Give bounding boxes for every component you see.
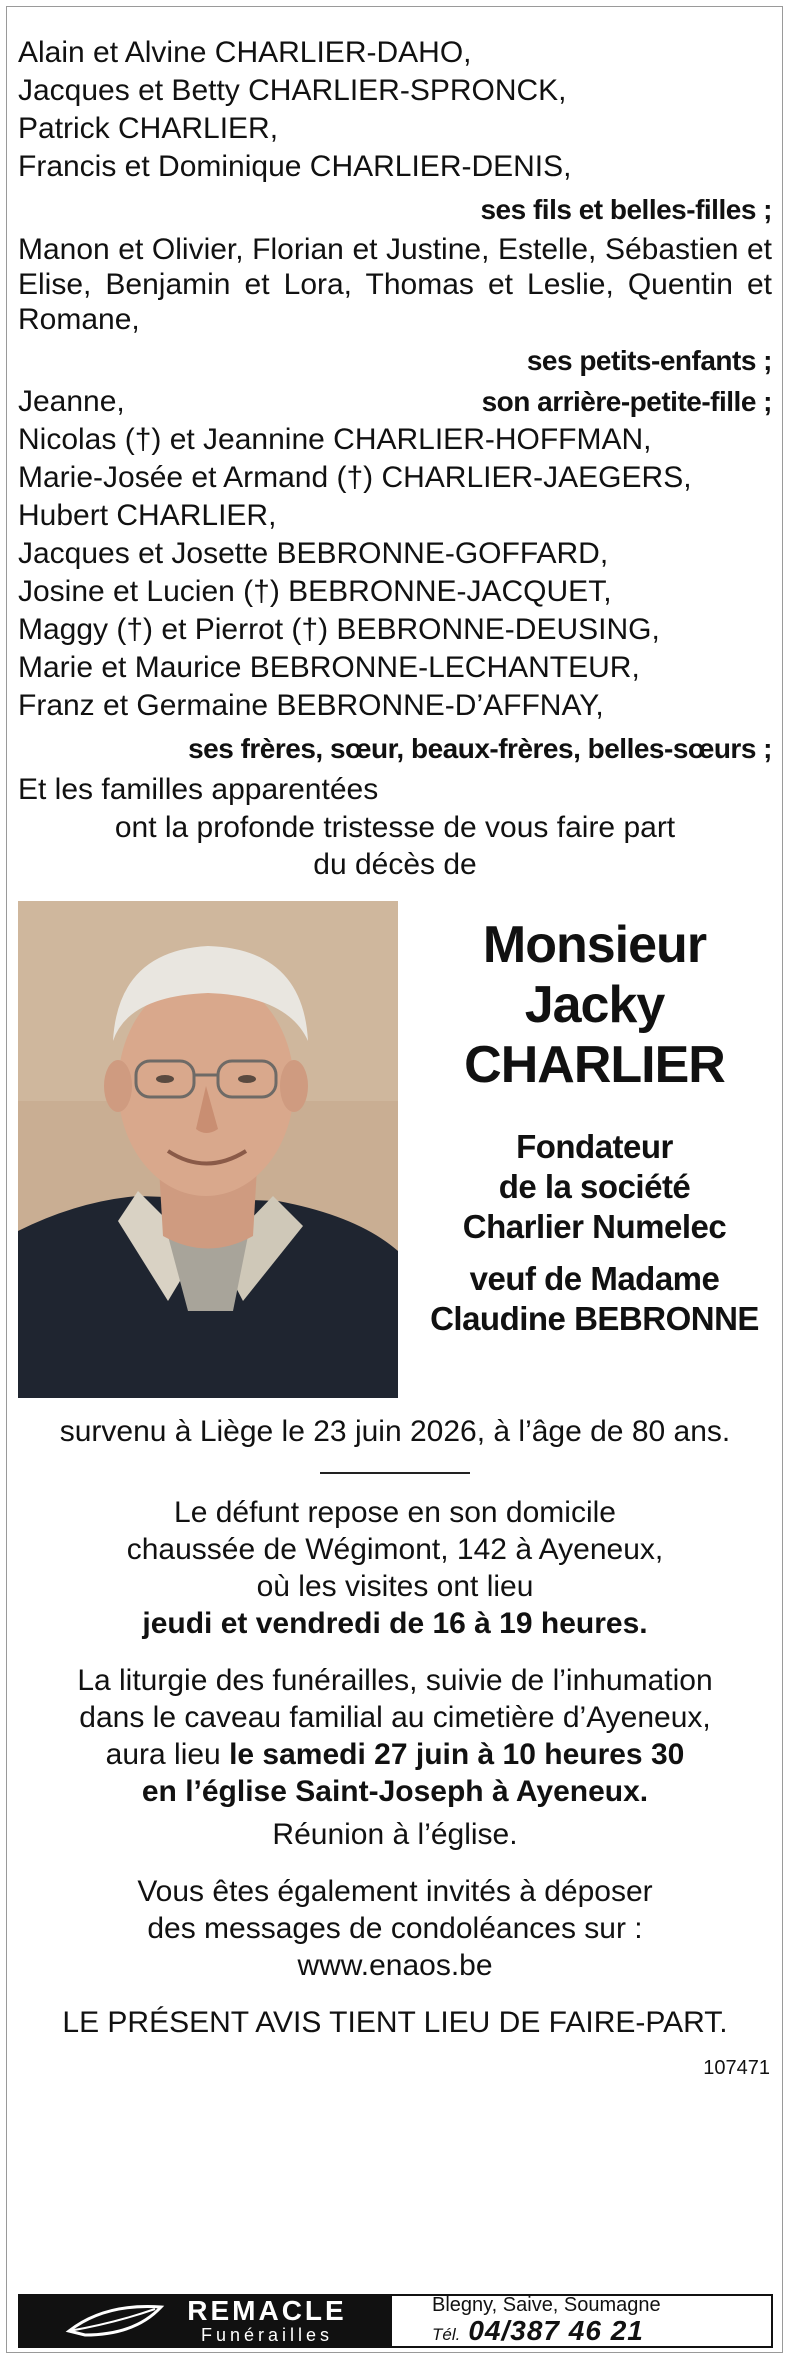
grandchildren-list: Manon et Olivier, Florian et Justine, Estelle, Sébastien et Elise, Benjamin et Lora, Thomas et Leslie, Quentin et Romane, bbox=[18, 233, 772, 336]
funeral-line: La liturgie des funérailles, suivie de l’inhumation bbox=[77, 1664, 713, 1697]
funeral-place: en l’église Saint-Joseph à Ayeneux. bbox=[141, 1775, 649, 1808]
family-line: Francis et Dominique CHARLIER-DENIS, bbox=[18, 150, 572, 183]
family-line: Alain et Alvine CHARLIER-DAHO, bbox=[18, 36, 472, 69]
condolences-line: Vous êtes également invités à déposer bbox=[137, 1875, 653, 1908]
funeral-date: le samedi 27 juin à 10 heures 30 bbox=[229, 1738, 685, 1771]
rest-line: où les visites ont lieu bbox=[256, 1570, 534, 1603]
funeral-line bbox=[18, 1736, 772, 1773]
grandchildren-role: ses petits-enfants ; bbox=[526, 345, 772, 376]
rest-line: chaussée de Wégimont, 142 à Ayeneux, bbox=[126, 1533, 664, 1566]
sibling-line: Hubert CHARLIER, bbox=[18, 499, 277, 532]
announce-line: du décès de bbox=[313, 848, 477, 881]
reference-number: 107471 bbox=[703, 2057, 770, 2079]
leaf-logo-icon bbox=[65, 2301, 165, 2341]
portrait-photo bbox=[18, 901, 398, 1398]
funeral-text: aura lieu bbox=[105, 1738, 230, 1771]
deceased-first-name: Jacky bbox=[524, 976, 665, 1034]
deceased-title: Monsieur bbox=[482, 916, 707, 974]
sibling-line: Franz et Germaine BEBRONNE-D’AFFNAY, bbox=[18, 689, 604, 722]
deceased-desc: Fondateur bbox=[516, 1128, 673, 1165]
deceased-desc: de la société bbox=[498, 1168, 691, 1205]
reunion-line: Réunion à l’église. bbox=[272, 1818, 518, 1851]
children-role: ses fils et belles-filles ; bbox=[480, 194, 772, 225]
sibling-line: Marie-Josée et Armand (†) CHARLIER-JAEGERS, bbox=[18, 461, 692, 494]
great-grandchild-name: Jeanne, bbox=[18, 385, 125, 418]
deceased-desc: Claudine BEBRONNE bbox=[430, 1300, 759, 1337]
funeral-home-contact bbox=[392, 2293, 771, 2346]
phone-number[interactable]: 04/387 46 21 bbox=[468, 2314, 644, 2346]
announce-line: ont la profonde tristesse de vous faire part bbox=[114, 811, 676, 844]
deceased-name-block bbox=[413, 915, 776, 1339]
sibling-line: Jacques et Josette BEBRONNE-GOFFARD, bbox=[18, 537, 609, 570]
locations: Blegny, Saive, Soumagne bbox=[432, 2293, 661, 2316]
great-grandchild-line bbox=[18, 383, 772, 421]
sibling-line: Josine et Lucien (†) BEBRONNE-JACQUET, bbox=[18, 575, 612, 608]
deceased-desc: Charlier Numelec bbox=[462, 1208, 727, 1245]
funeral-line: dans le caveau familial au cimetière d’Ayeneux, bbox=[79, 1701, 711, 1734]
phone-label: Tél. bbox=[432, 2324, 461, 2344]
obituary-content bbox=[18, 34, 772, 2080]
sibling-line: Nicolas (†) et Jeannine CHARLIER-HOFFMAN, bbox=[18, 423, 652, 456]
condolences-url[interactable]: www.enaos.be bbox=[297, 1949, 493, 1982]
family-line: Patrick CHARLIER, bbox=[18, 112, 279, 145]
death-line: survenu à Liège le 23 juin 2026, à l’âge de 80 ans. bbox=[59, 1415, 731, 1448]
phone-line bbox=[432, 2314, 771, 2350]
deceased-last-name: CHARLIER bbox=[464, 1036, 725, 1094]
rest-line: Le défunt repose en son domicile bbox=[174, 1496, 616, 1529]
relatives-line: Et les familles apparentées bbox=[18, 773, 379, 806]
great-grandchild-role: son arrière-petite-fille ; bbox=[481, 386, 772, 417]
family-line: Jacques et Betty CHARLIER-SPRONCK, bbox=[18, 74, 567, 107]
deceased-desc: veuf de Madame bbox=[469, 1260, 720, 1297]
sibling-line: Maggy (†) et Pierrot (†) BEBRONNE-DEUSING, bbox=[18, 613, 660, 646]
portrait-section bbox=[18, 901, 772, 1401]
brand-name: REMACLE bbox=[187, 2295, 347, 2326]
visit-hours: jeudi et vendredi de 16 à 19 heures. bbox=[142, 1607, 648, 1640]
siblings-role: ses frères, sœur, beaux-frères, belles-sœurs ; bbox=[188, 733, 772, 764]
condolences-line: des messages de condoléances sur : bbox=[147, 1912, 643, 1945]
funeral-home-brand bbox=[20, 2296, 392, 2346]
funeral-home-footer bbox=[18, 2294, 773, 2348]
brand-subtitle: Funérailles bbox=[200, 2325, 334, 2345]
divider bbox=[320, 1472, 470, 1474]
notice-line: LE PRÉSENT AVIS TIENT LIEU DE FAIRE-PART. bbox=[62, 2006, 728, 2039]
sibling-line: Marie et Maurice BEBRONNE-LECHANTEUR, bbox=[18, 651, 640, 684]
